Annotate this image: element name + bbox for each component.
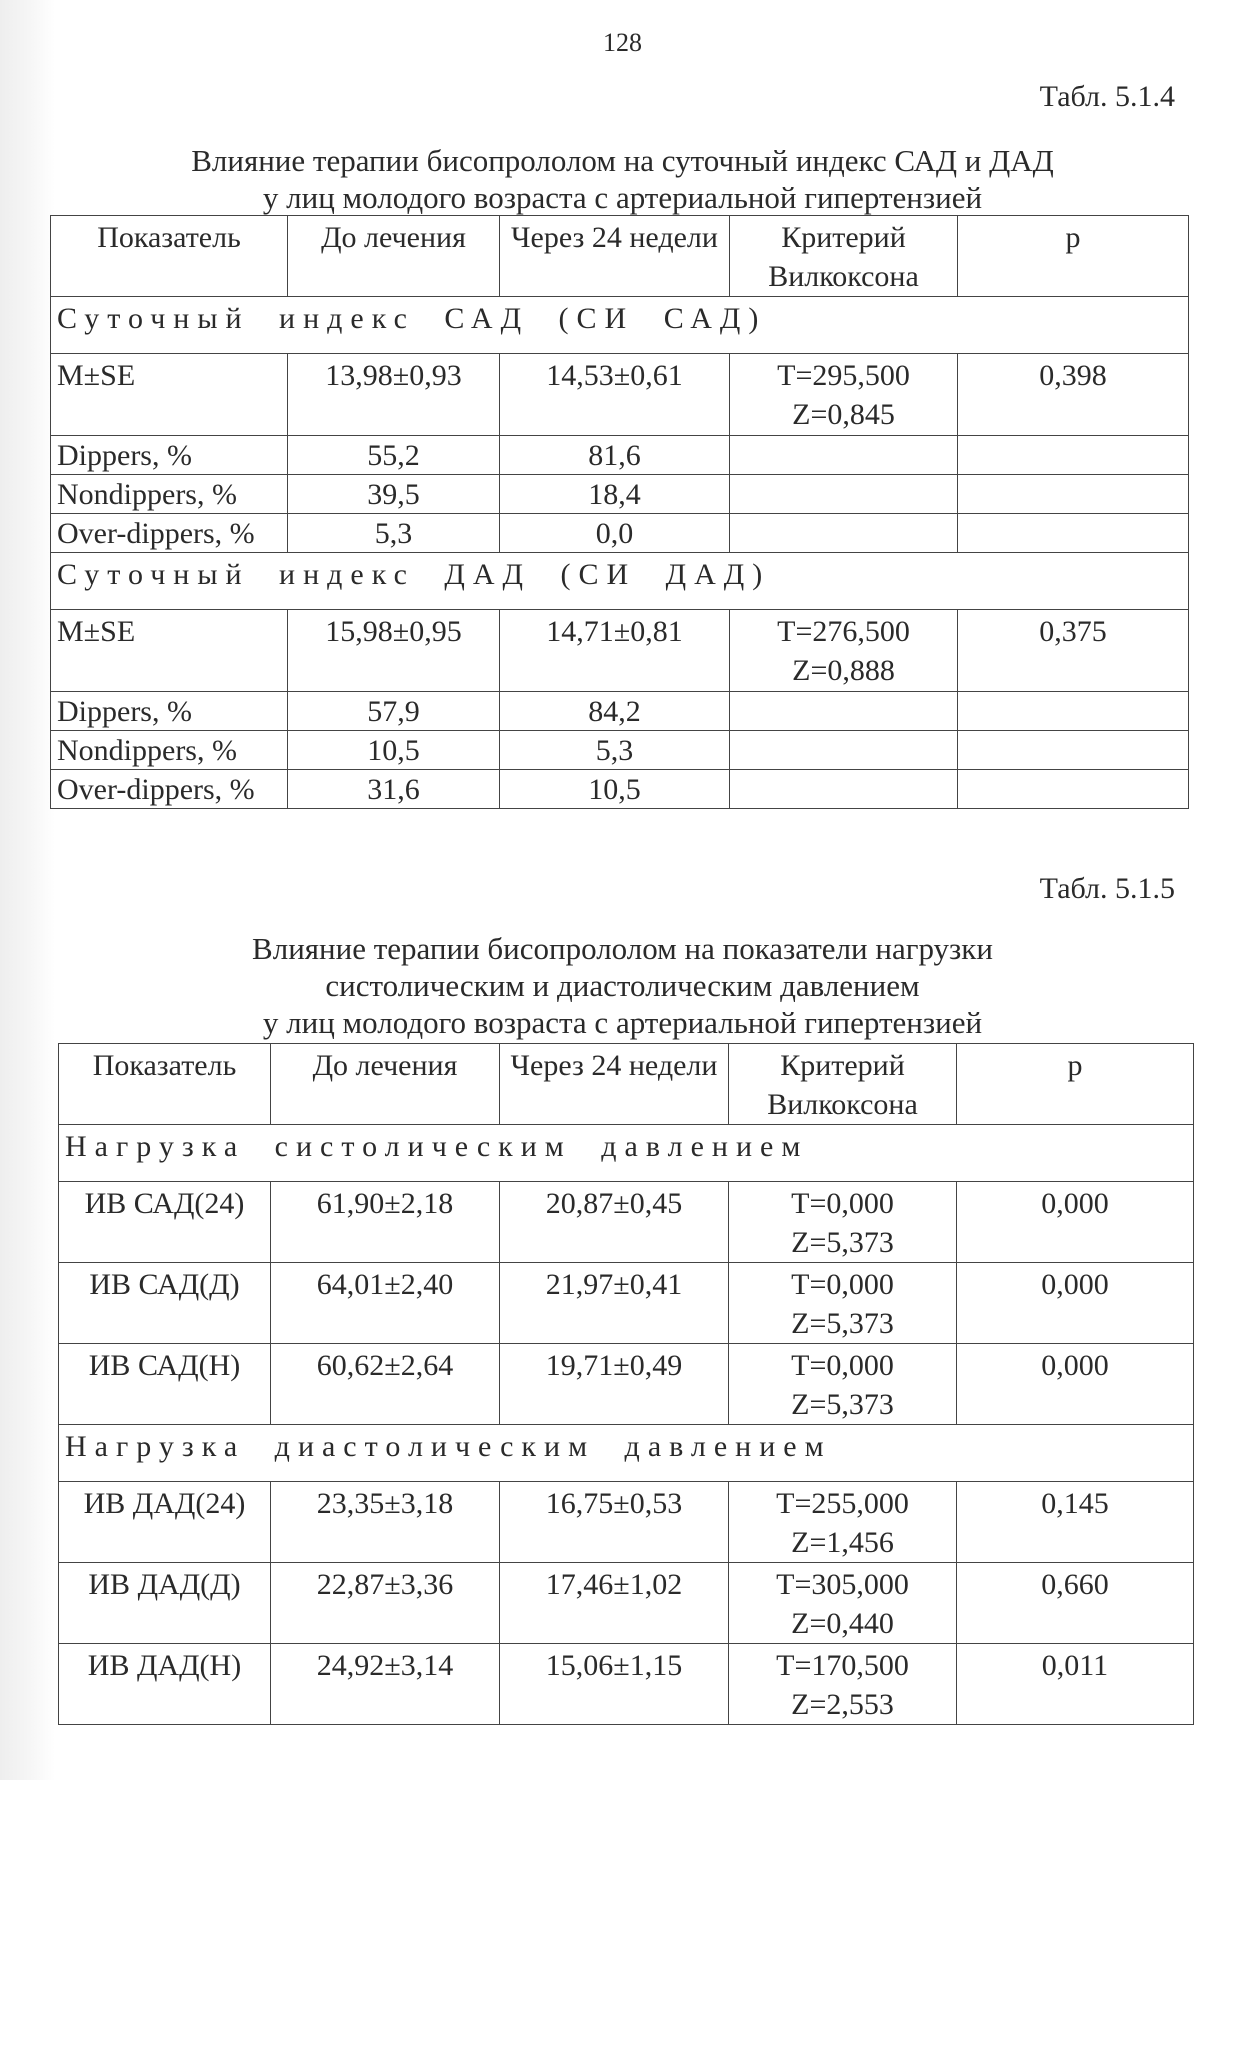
wilcoxon-criterion [730,692,958,731]
wilcoxon-criterion: T=276,500 Z=0,888 [730,610,958,692]
row-label: Nondippers, % [51,731,288,770]
header-row [59,1044,1194,1125]
table-row [59,1344,1194,1425]
wilcoxon-criterion: T=170,500 Z=2,553 [729,1644,957,1725]
table-row [51,770,1189,809]
wilcoxon-criterion: T=305,000 Z=0,440 [729,1563,957,1644]
table1-label: Табл. 5.1.4 [1039,80,1175,113]
value-after: 21,97±0,41 [500,1263,729,1344]
section-title: Суточный индекс САД (СИ САД) [51,297,1189,354]
value-after: 5,3 [500,731,730,770]
header-row [51,216,1189,297]
column-header: Через 24 недели [500,1044,729,1125]
table2 [58,1043,1194,1725]
p-value: 0,000 [957,1182,1194,1263]
p-value: 0,011 [957,1644,1194,1725]
row-label: M±SE [51,354,288,436]
value-before: 55,2 [288,436,500,475]
section-title: Нагрузка диастолическим давлением [59,1425,1194,1482]
value-after: 17,46±1,02 [500,1563,729,1644]
value-after: 16,75±0,53 [500,1482,729,1563]
row-label: Nondippers, % [51,475,288,514]
column-header: До лечения [288,216,500,297]
value-after: 84,2 [500,692,730,731]
row-label: ИВ ДАД(24) [59,1482,271,1563]
p-value [958,692,1189,731]
column-header: Критерий Вилкоксона [730,216,958,297]
wilcoxon-criterion: T=0,000 Z=5,373 [729,1182,957,1263]
row-label: ИВ САД(24) [59,1182,271,1263]
table-row [51,475,1189,514]
value-before: 57,9 [288,692,500,731]
value-after: 0,0 [500,514,730,553]
value-after: 20,87±0,45 [500,1182,729,1263]
table-row [51,731,1189,770]
value-before: 13,98±0,93 [288,354,500,436]
value-before: 64,01±2,40 [271,1263,500,1344]
column-header: р [958,216,1189,297]
row-label: ИВ ДАД(Н) [59,1644,271,1725]
table-row [51,514,1189,553]
table-row [59,1644,1194,1725]
wilcoxon-criterion: T=295,500 Z=0,845 [730,354,958,436]
row-label: Over-dippers, % [51,770,288,809]
value-after: 14,53±0,61 [500,354,730,436]
value-before: 10,5 [288,731,500,770]
p-value [958,475,1189,514]
table-row [51,436,1189,475]
row-label: Dippers, % [51,436,288,475]
p-value: 0,000 [957,1263,1194,1344]
value-after: 81,6 [500,436,730,475]
column-header: До лечения [271,1044,500,1125]
wilcoxon-criterion [730,514,958,553]
page-number: 128 [603,28,642,57]
value-before: 22,87±3,36 [271,1563,500,1644]
table-row [51,692,1189,731]
value-before: 31,6 [288,770,500,809]
value-before: 60,62±2,64 [271,1344,500,1425]
p-value: 0,000 [957,1344,1194,1425]
row-label: Over-dippers, % [51,514,288,553]
value-before: 5,3 [288,514,500,553]
column-header: р [957,1044,1194,1125]
section-row [51,553,1189,610]
wilcoxon-criterion [730,475,958,514]
p-value [958,731,1189,770]
value-after: 19,71±0,49 [500,1344,729,1425]
value-after: 18,4 [500,475,730,514]
section-row [51,297,1189,354]
table-row [51,354,1189,436]
value-after: 14,71±0,81 [500,610,730,692]
table2-caption-line3: у лиц молодого возраста с артериальной гипертензией [262,1005,983,1040]
row-label: Dippers, % [51,692,288,731]
table1 [50,215,1189,809]
section-title: Суточный индекс ДАД (СИ ДАД) [51,553,1189,610]
table-row [51,610,1189,692]
value-before: 23,35±3,18 [271,1482,500,1563]
column-header: Показатель [51,216,288,297]
wilcoxon-criterion [730,436,958,475]
p-value: 0,660 [957,1563,1194,1644]
p-value [958,436,1189,475]
table2-caption-line2: систолическим и диастолическим давлением [325,968,920,1003]
row-label: ИВ САД(Н) [59,1344,271,1425]
p-value [958,514,1189,553]
value-after: 10,5 [500,770,730,809]
table-row [59,1482,1194,1563]
section-title: Нагрузка систолическим давлением [59,1125,1194,1182]
table1-caption-line1: Влияние терапии бисопрололом на суточный индекс САД и ДАД [191,143,1054,178]
p-value: 0,375 [958,610,1189,692]
wilcoxon-criterion: T=255,000 Z=1,456 [729,1482,957,1563]
wilcoxon-criterion: T=0,000 Z=5,373 [729,1344,957,1425]
table-row [59,1563,1194,1644]
wilcoxon-criterion: T=0,000 Z=5,373 [729,1263,957,1344]
table2-caption-line1: Влияние терапии бисопрололом на показатели нагрузки [252,931,993,966]
table-row [59,1263,1194,1344]
value-before: 61,90±2,18 [271,1182,500,1263]
value-before: 24,92±3,14 [271,1644,500,1725]
table-row [59,1182,1194,1263]
row-label: ИВ ДАД(Д) [59,1563,271,1644]
row-label: M±SE [51,610,288,692]
column-header: Показатель [59,1044,271,1125]
value-before: 39,5 [288,475,500,514]
p-value: 0,398 [958,354,1189,436]
table1-caption-line2: у лиц молодого возраста с артериальной гипертензией [262,180,983,215]
wilcoxon-criterion [730,731,958,770]
column-header: Критерий Вилкоксона [729,1044,957,1125]
section-row [59,1125,1194,1182]
table2-label: Табл. 5.1.5 [1039,872,1175,905]
value-after: 15,06±1,15 [500,1644,729,1725]
section-row [59,1425,1194,1482]
p-value [958,770,1189,809]
wilcoxon-criterion [730,770,958,809]
column-header: Через 24 недели [500,216,730,297]
p-value: 0,145 [957,1482,1194,1563]
scan-gutter-shadow [0,0,55,1780]
value-before: 15,98±0,95 [288,610,500,692]
row-label: ИВ САД(Д) [59,1263,271,1344]
